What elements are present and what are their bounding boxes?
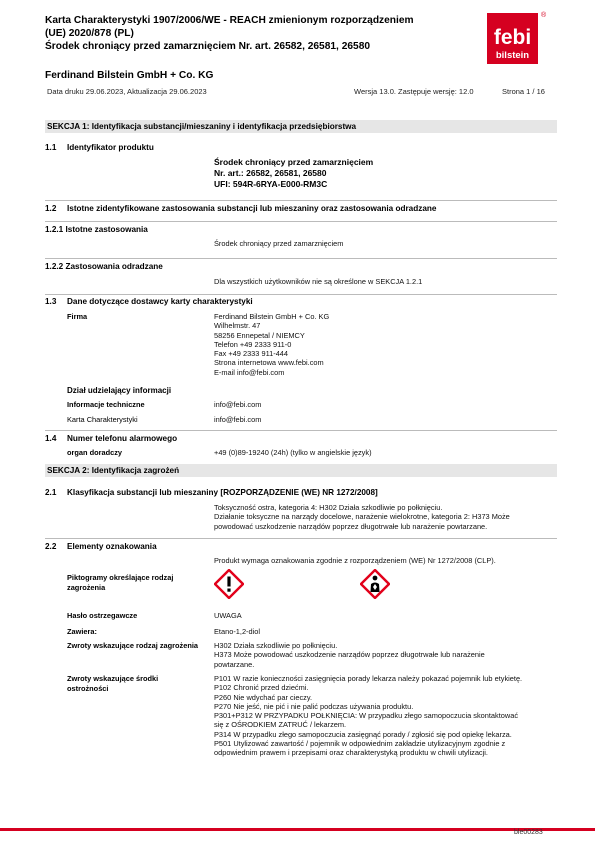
firma-line: Telefon +49 2333 911-0 xyxy=(214,339,292,349)
classification-line: Działanie toksyczne na narządy docelowe, narażenie wielokrotne, kategoria 2: H373 Może xyxy=(214,512,510,522)
version-info: Wersja 13.0. Zastępuje wersję: 12.0 xyxy=(354,87,474,96)
product-identifier xyxy=(214,157,373,190)
classification-text xyxy=(214,503,510,531)
uses-heading: Istotne zidentyfikowane zastosowania substancji lub mieszaniny oraz zastosowania odradzane xyxy=(67,204,437,213)
title-line: Karta Charakterystyki 1907/2006/WE - REACH zmienionym rozporządzeniem xyxy=(45,15,414,26)
page-number: Strona 1 / 16 xyxy=(502,87,545,96)
section-1-heading: SEKCJA 1: Identyfikacja substancji/mieszaniny i identyfikacja przedsiębiorstwa xyxy=(45,120,557,133)
item-number: 2.2 xyxy=(45,542,57,551)
hazard-statement: powtarzane. xyxy=(214,659,255,669)
divider xyxy=(45,294,557,295)
sds-label: Karta Charakterystyki xyxy=(67,415,138,424)
firma-line: Strona internetowa www.febi.com xyxy=(214,358,324,368)
emergency-phone-heading: Numer telefonu alarmowego xyxy=(67,434,178,443)
technical-info-label: Informacje techniczne xyxy=(67,400,145,409)
dzial-label: Dział udzielający informacji xyxy=(67,386,172,395)
advisory-body-label: organ doradczy xyxy=(67,448,123,457)
divider xyxy=(45,430,557,431)
document-title xyxy=(45,14,465,53)
exclamation-mark-pictogram-icon xyxy=(214,569,244,599)
product-name: Środek chroniący przed zamarznięciem xyxy=(214,157,374,167)
signal-word: UWAGA xyxy=(214,611,242,620)
precautionary-statement: P260 Nie wdychać par cieczy. xyxy=(214,692,313,702)
signal-word-label: Hasło ostrzegawcze xyxy=(67,611,138,620)
divider xyxy=(45,200,557,201)
relevant-uses-heading: 1.2.1 Istotne zastosowania xyxy=(45,225,148,234)
item-number: 1.2 xyxy=(45,204,57,213)
title-line: Środek chroniący przed zamarznięciem Nr. art. 26582, 26581, 26580 xyxy=(45,41,371,52)
company-name: Ferdinand Bilstein GmbH + Co. KG xyxy=(45,70,214,81)
hazard-statement: H302 Działa szkodliwie po połknięciu. xyxy=(214,641,338,650)
contains-value: Etano-1,2-diol xyxy=(214,627,261,636)
classification-line: Toksyczność ostra, kategoria 4: H302 Działa szkodliwie po połknięciu. xyxy=(214,503,443,512)
section-2-heading: SEKCJA 2: Identyfikacja zagrożeń xyxy=(45,464,557,477)
item-number: 1.1 xyxy=(45,143,57,152)
article-numbers: Nr. art.: 26582, 26581, 26580 xyxy=(214,168,327,178)
hazard-statements xyxy=(214,641,485,669)
pictograms-label: Piktogramy określające rodzaj zagrożenia xyxy=(67,573,174,592)
supplier-heading: Dane dotyczące dostawcy karty charakterystyki xyxy=(67,297,253,306)
item-number: 2.1 xyxy=(45,488,57,497)
precautionary-statement: odpowiednim prawem i przepisami oraz charakterystyką produktu w chwili utylizacji. xyxy=(214,748,488,758)
emergency-phone-number: +49 (0)89-19240 (24h) (tylko w angielskie język) xyxy=(214,448,372,457)
firma-line: Ferdinand Bilstein GmbH + Co. KG xyxy=(214,312,330,321)
firma-details xyxy=(214,312,329,377)
sds-email: info@febi.com xyxy=(214,415,262,424)
labelling-requirement: Produkt wymaga oznakowania zgodnie z rozporządzeniem (WE) Nr 1272/2008 (CLP). xyxy=(214,556,496,565)
precautionary-statement: P270 Nie jeść, nie pić i nie palić podczas używania produktu. xyxy=(214,701,414,711)
hazard-statement: H373 Może powodować uszkodzenie narządów poprzez długotrwałe lub narażenie xyxy=(214,650,485,660)
firma-line: Wilhelmstr. 47 xyxy=(214,321,261,331)
firma-label: Firma xyxy=(67,312,88,321)
firma-line: Fax +49 2333 911-444 xyxy=(214,349,289,359)
precautionary-statement: P102 Chronić przed dziećmi. xyxy=(214,683,309,693)
logo-text: febi xyxy=(493,26,532,49)
uses-advised-against-text: Dla wszystkich użytkowników nie są określone w SEKCJA 1.2.1 xyxy=(214,277,423,286)
uses-advised-against-heading: 1.2.2 Zastosowania odradzane xyxy=(45,262,163,271)
precautionary-statement: P501 Utylizować zawartość / pojemnik w odpowiednim zakładzie utylizacyjnym zgodnie z xyxy=(214,739,506,749)
registered-mark: ® xyxy=(541,12,547,19)
firma-line: 58256 Ennepetal / NIEMCY xyxy=(214,330,305,340)
document-code: ble00283 xyxy=(514,829,543,836)
product-identifier-heading: Identyfikator produktu xyxy=(67,143,154,152)
title-line: (UE) 2020/878 (PL) xyxy=(45,28,134,39)
divider xyxy=(45,258,557,259)
precautionary-statements-label: Zwroty wskazujące środki ostrożności xyxy=(67,674,159,693)
logo-subtext: bilstein xyxy=(495,50,530,61)
health-hazard-pictogram-icon xyxy=(360,569,390,599)
relevant-uses-text: Środek chroniący przed zamarznięciem xyxy=(214,239,344,248)
divider xyxy=(45,221,557,222)
divider xyxy=(45,538,557,539)
febi-bilstein-logo xyxy=(487,13,538,64)
item-number: 1.3 xyxy=(45,297,57,306)
precautionary-statements xyxy=(214,674,522,758)
classification-line: powodować uszkodzenie narządów poprzez długotrwałe lub narażenie powtarzane. xyxy=(214,521,488,531)
hazard-statements-label: Zwroty wskazujące rodzaj zagrożenia xyxy=(67,641,199,650)
footer-red-bar xyxy=(0,828,595,831)
contains-label: Zawiera: xyxy=(67,627,97,636)
firma-line: E-mail info@febi.com xyxy=(214,367,285,377)
precautionary-statement: P101 W razie konieczności zasięgnięcia porady lekarza należy pokazać pojemnik lub etykietę. xyxy=(214,674,523,683)
ufi-code: UFI: 594R-6RYA-E000-RM3C xyxy=(214,179,328,189)
technical-info-email: info@febi.com xyxy=(214,400,262,409)
precautionary-statement: P314 W przypadku złego samopoczucia zasięgnąć porady / zgłosić się pod opiekę lekarza. xyxy=(214,729,512,739)
precautionary-statement: się z OŚRODKIEM ZATRUĆ / lekarzem. xyxy=(214,720,347,730)
label-elements-heading: Elementy oznakowania xyxy=(67,542,157,551)
item-number: 1.4 xyxy=(45,434,57,443)
precautionary-statement: P301+P312 W PRZYPADKU POŁKNIĘCIA: W przypadku złego samopoczucia skontaktować xyxy=(214,711,519,721)
classification-heading: Klasyfikacja substancji lub mieszaniny [ROZPORZĄDZENIE (WE) NR 1272/2008] xyxy=(67,488,378,497)
print-date: Data druku 29.06.2023, Aktualizacja 29.06.2023 xyxy=(47,87,207,96)
